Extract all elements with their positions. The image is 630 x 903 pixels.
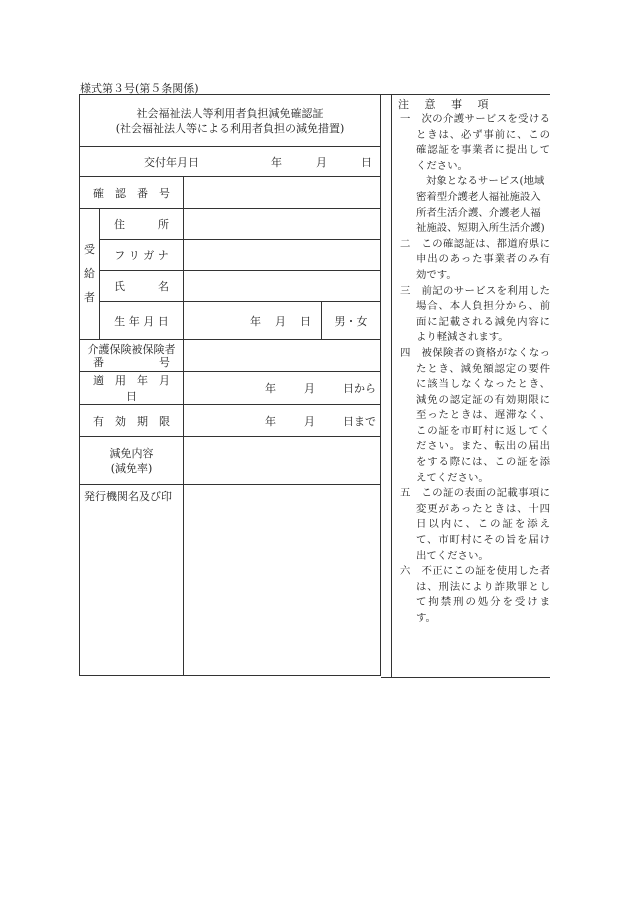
start-month-unit: 月 (304, 382, 315, 395)
birth-day-unit: 日 (300, 314, 311, 328)
birthdate-label: 生 年 月 日 (100, 302, 184, 340)
certificate-form (79, 94, 381, 676)
issue-month-unit: 月 (316, 155, 327, 169)
birth-month-unit: 月 (275, 314, 286, 328)
form-number-label: 様式第３号(第５条関係) (80, 82, 199, 95)
expiry-field[interactable] (184, 405, 381, 437)
note-item: 四 被保険者の資格がなくなったとき、減免額認定の要件に該当しなくなったとき、減免の認定証の有効期限に至ったときは、遅滞なく、この証を市町村に返してください。また、転出の届出をする際には、この証を添えてください。 (400, 346, 551, 484)
notes-title: 注 意 事 項 (398, 98, 495, 111)
note-item: 二 この確認証は、都道府県に申出のあった事業者のみ有効です。 (400, 237, 551, 281)
note-item: 五 この証の表面の記載事項に変更があったときは、十四日以内に、この証を添えて、市町村にその旨を届け出てください。 (400, 487, 551, 562)
start-day-suffix: 日から (343, 382, 376, 395)
start-date-field[interactable] (184, 372, 381, 405)
expiry-year-unit: 年 (265, 414, 276, 428)
start-year-unit: 年 (265, 382, 276, 395)
recipient-char-3: 者 (84, 291, 95, 304)
insured-number-field[interactable] (184, 340, 381, 372)
address-label: 住 所 (100, 209, 184, 240)
issuer-label: 発行機関名及び印 (80, 485, 184, 676)
name-label: 氏 名 (100, 271, 184, 302)
note-subitem: 対象となるサービス(地域密着型介護老人福祉施設入所者生活介護、介護老人福祉施設、短期入所生活介護) (416, 175, 545, 235)
note-item: 一 次の介護サービスを受けるときは、必ず事前に、この確認証を事業者に提出してください。 (400, 113, 551, 172)
title-line-1: 社会福祉法人等利用者負担減免確認証 (136, 106, 324, 120)
expiry-label: 有 効 期 限 (80, 405, 184, 437)
note-item: 六 不正にこの証を使用した者は、刑法により詐欺罪として拘禁刑の処分を受けます。 (400, 565, 551, 624)
notes-panel (391, 94, 550, 678)
name-field[interactable] (184, 271, 381, 302)
expiry-month-unit: 月 (304, 414, 315, 428)
title-line-2: (社会福祉法人等による利用者負担の減免措置) (115, 121, 345, 135)
confirmation-number-label: 確 認 番 号 (80, 177, 184, 209)
reduction-label-line-1: 減免内容 (109, 446, 154, 460)
insured-number-label-line-2: 番 号 (93, 355, 170, 369)
insured-number-label-line-1: 介護保険被保険者 (87, 342, 176, 356)
issue-day-unit: 日 (361, 155, 372, 169)
insured-number-label (80, 340, 184, 372)
expiry-day-suffix: 日まで (343, 414, 376, 428)
recipient-char-2: 給 (84, 267, 95, 280)
birth-year-unit: 年 (250, 314, 261, 328)
furigana-field[interactable] (184, 240, 381, 271)
reduction-label (80, 437, 184, 485)
recipient-label (80, 209, 100, 340)
note-item: 三 前記のサービスを利用した場合、本人負担分から、前面に記載される減免内容により軽減されます。 (400, 284, 551, 344)
issue-year-unit: 年 (271, 155, 282, 169)
address-field[interactable] (184, 209, 381, 240)
issuer-field[interactable] (184, 485, 381, 676)
recipient-char-1: 受 (84, 243, 95, 256)
birthdate-field[interactable] (184, 302, 322, 339)
confirmation-number-field[interactable] (184, 177, 381, 209)
notes-divider (381, 94, 391, 678)
birthdate-sex-cell (184, 302, 381, 340)
furigana-label: フ リ ガ ナ (100, 240, 184, 271)
sex-field[interactable]: 男・女 (334, 314, 368, 328)
issue-date-row (80, 147, 381, 177)
issue-date-value[interactable] (271, 154, 372, 170)
certificate-title (80, 95, 381, 147)
reduction-label-line-2: (減免率) (110, 461, 153, 475)
issue-date-label: 交付年月日 (144, 155, 199, 169)
reduction-field[interactable] (184, 437, 381, 485)
start-date-label: 適 用 年 月 日 (80, 372, 184, 405)
